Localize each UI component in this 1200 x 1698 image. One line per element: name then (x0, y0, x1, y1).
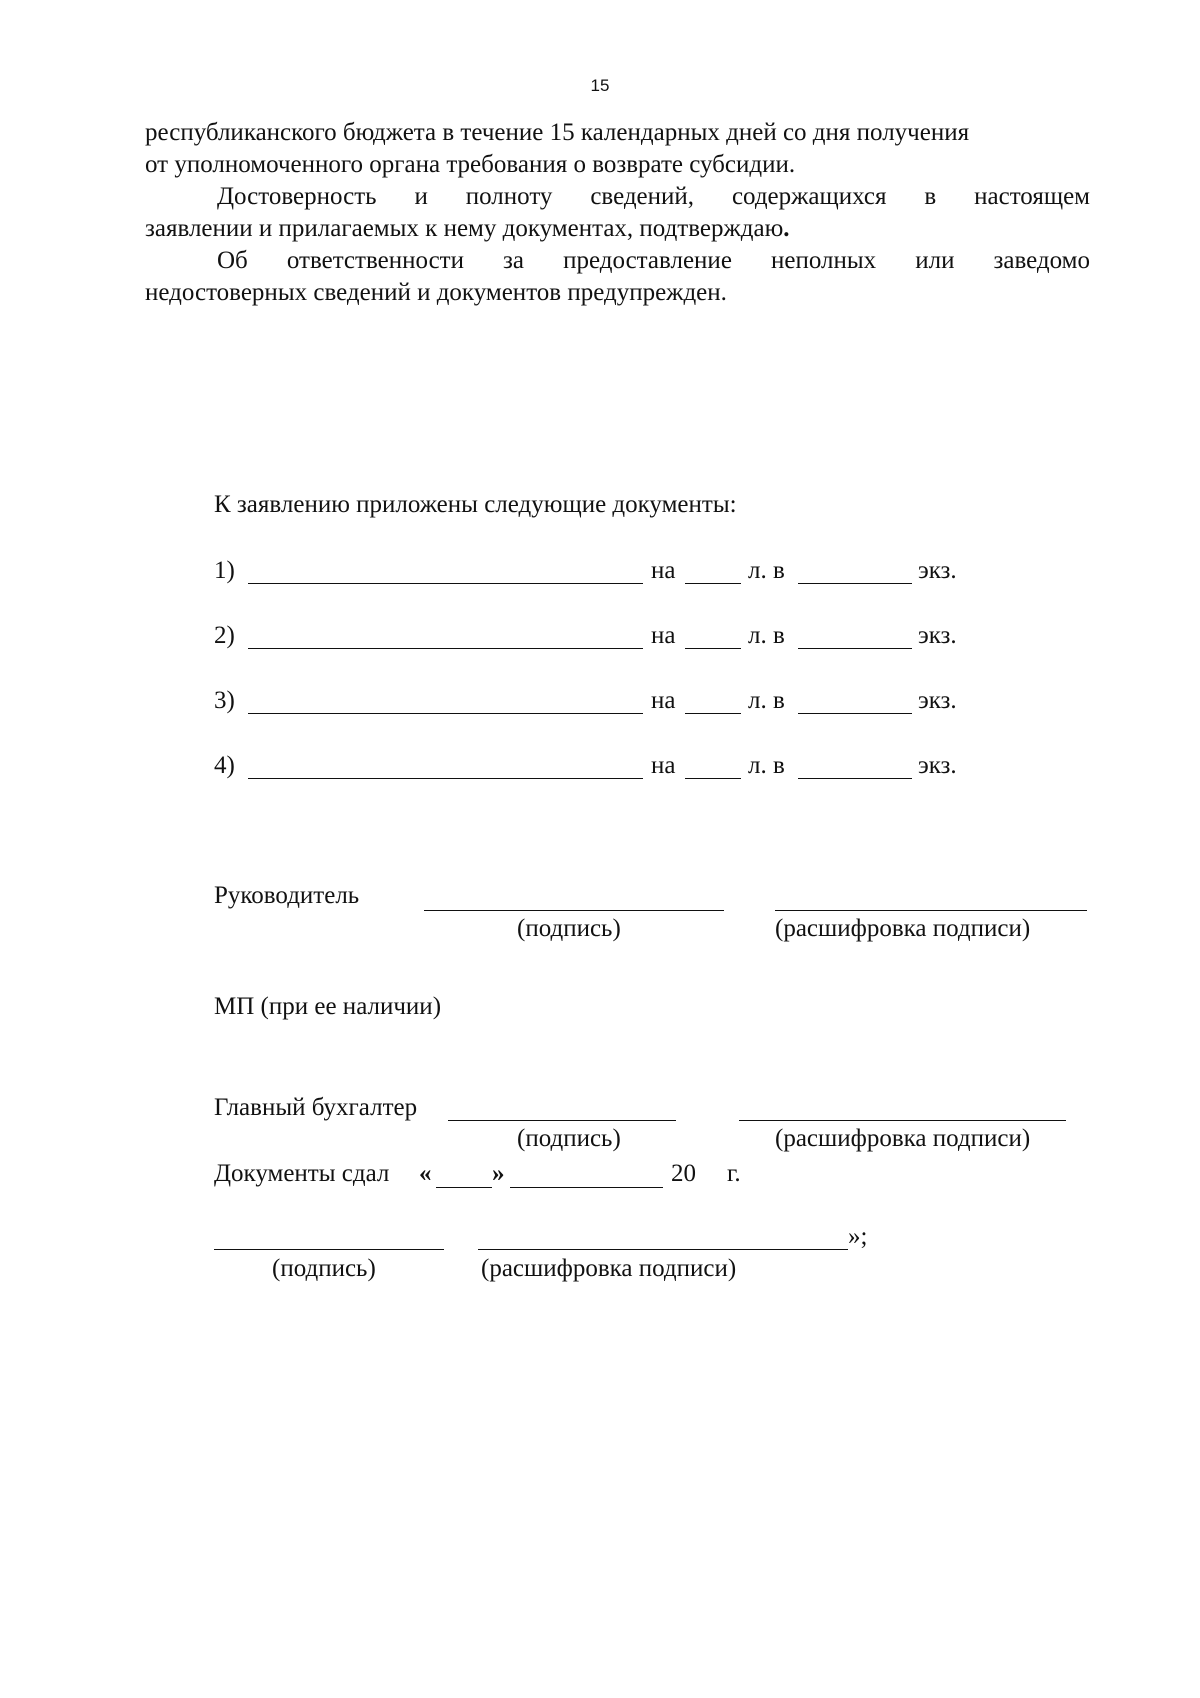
paragraph-line: республиканского бюджета в течение 15 календарных дней со дня получения (145, 119, 970, 146)
attachment-number: 2) (214, 622, 235, 649)
attachment-sheets-label: л. в (748, 622, 785, 649)
attachment-name-field[interactable] (248, 778, 643, 779)
decoding-caption: (расшифровка подписи) (775, 1125, 1031, 1152)
attachment-number: 3) (214, 687, 235, 714)
year-prefix: 20 (671, 1160, 696, 1187)
receiver-signature-field[interactable] (214, 1249, 444, 1250)
decoding-caption: (расшифровка подписи) (775, 915, 1031, 942)
attachments-title: К заявлению приложены следующие документы: (214, 491, 737, 518)
attachment-sheets-field[interactable] (685, 583, 741, 584)
attachment-sheets-field[interactable] (685, 648, 741, 649)
attachment-name-field[interactable] (248, 583, 643, 584)
attachment-na-label: на (651, 687, 676, 714)
attachment-number: 1) (214, 557, 235, 584)
paragraph-responsibility (145, 245, 1090, 277)
quote-open: « (419, 1160, 432, 1187)
attachment-number: 4) (214, 752, 235, 779)
accountant-signature-field[interactable] (448, 1120, 676, 1121)
attachment-sheets-label: л. в (748, 557, 785, 584)
attachment-copies-field[interactable] (798, 778, 912, 779)
paragraph-period: . (783, 215, 790, 242)
receiver-decoding-field[interactable] (478, 1249, 848, 1250)
day-field[interactable] (436, 1187, 492, 1188)
paragraph-budget-return (145, 117, 1090, 181)
attachment-sheets-label: л. в (748, 752, 785, 779)
paragraph-confirmation-cont (145, 213, 1090, 245)
attachment-copies-label: экз. (918, 622, 957, 649)
attachment-copies-label: экз. (918, 557, 957, 584)
paragraph-responsibility-cont (145, 277, 1090, 309)
attachment-copies-label: экз. (918, 752, 957, 779)
closing-quote: »; (848, 1223, 868, 1250)
attachment-copies-label: экз. (918, 687, 957, 714)
signature-caption: (подпись) (517, 1125, 621, 1152)
body-paragraphs (145, 117, 1090, 309)
stamp-label: МП (при ее наличии) (214, 993, 442, 1020)
attachment-copies-field[interactable] (798, 583, 912, 584)
attachment-copies-field[interactable] (798, 648, 912, 649)
accountant-decoding-field[interactable] (739, 1120, 1066, 1121)
paragraph-line: от уполномоченного органа требования о возврате субсидии. (145, 151, 796, 178)
attachment-name-field[interactable] (248, 713, 643, 714)
paragraph-line: заявлении и прилагаемых к нему документах, подтверждаю (145, 215, 784, 242)
head-decoding-field[interactable] (775, 910, 1087, 911)
quote-close: » (492, 1160, 505, 1187)
attachment-sheets-field[interactable] (685, 778, 741, 779)
attachment-sheets-field[interactable] (685, 713, 741, 714)
paragraph-line: Достоверность и полноту сведений, содержащихся в настоящем (217, 183, 1090, 210)
head-signature-field[interactable] (424, 910, 724, 911)
signature-caption: (подпись) (517, 915, 621, 942)
accountant-label: Главный бухгалтер (214, 1094, 418, 1121)
attachment-na-label: на (651, 557, 676, 584)
year-suffix: г. (727, 1160, 741, 1187)
attachment-name-field[interactable] (248, 648, 643, 649)
paragraph-line: недостоверных сведений и документов предупрежден. (145, 279, 727, 306)
paragraph-confirmation (145, 181, 1090, 213)
attachment-copies-field[interactable] (798, 713, 912, 714)
attachment-na-label: на (651, 752, 676, 779)
page-number: 15 (590, 76, 610, 95)
docs-submitted-label: Документы сдал (214, 1160, 390, 1187)
paragraph-line: Об ответственности за предоставление неполных или заведомо (217, 247, 1090, 274)
attachment-sheets-label: л. в (748, 687, 785, 714)
month-field[interactable] (510, 1187, 663, 1188)
attachment-na-label: на (651, 622, 676, 649)
decoding-caption: (расшифровка подписи) (481, 1255, 737, 1282)
signature-caption: (подпись) (272, 1255, 376, 1282)
head-label: Руководитель (214, 882, 360, 909)
